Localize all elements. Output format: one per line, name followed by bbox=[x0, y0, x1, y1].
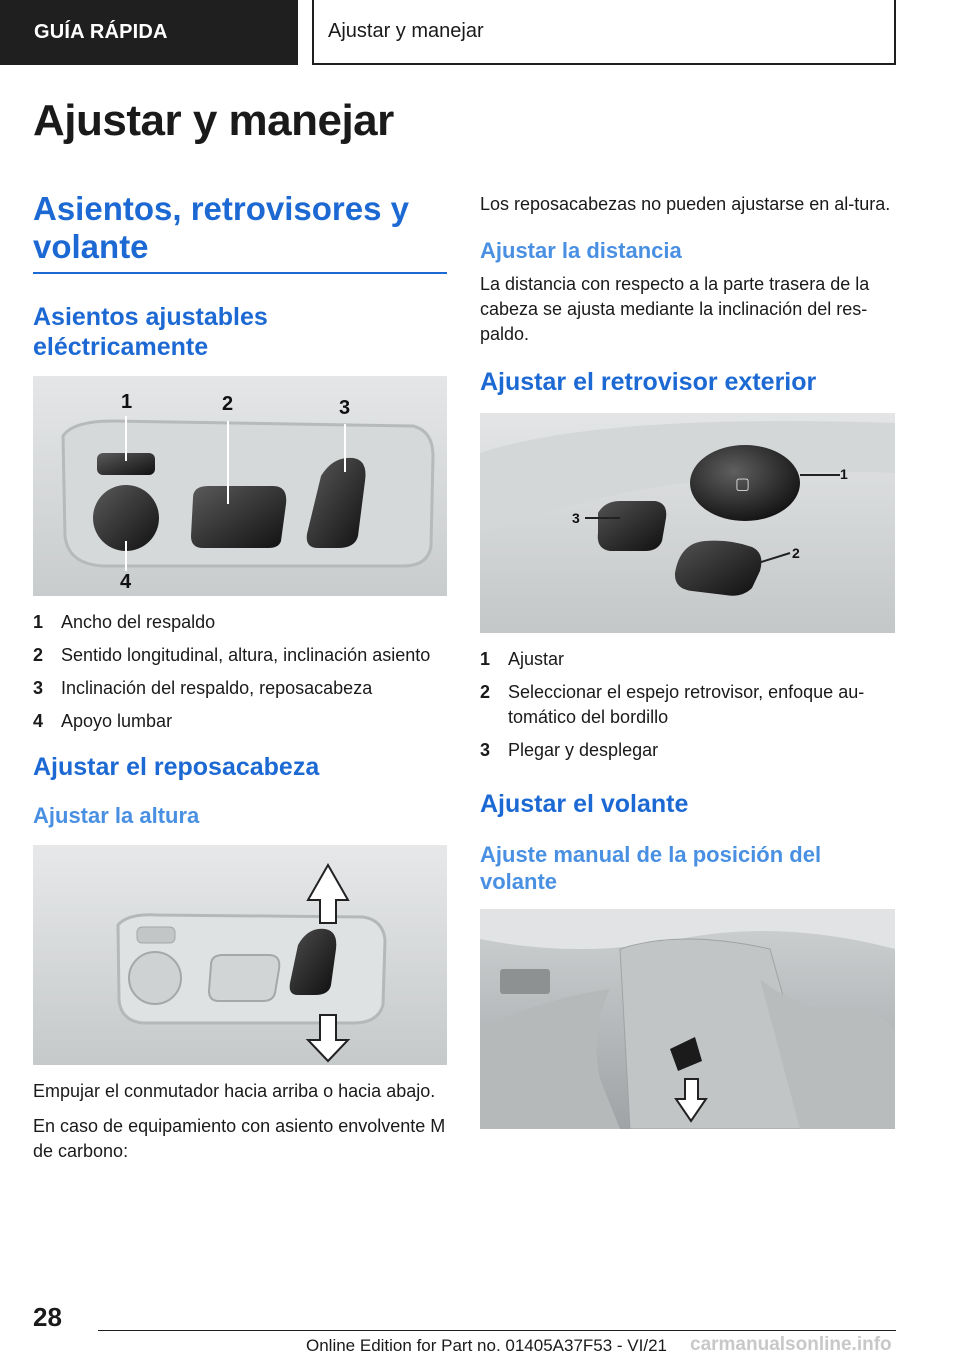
left-column bbox=[33, 190, 447, 1164]
list-item bbox=[480, 647, 895, 672]
svg-text:▢: ▢ bbox=[735, 474, 751, 493]
legend-text: Apoyo lumbar bbox=[61, 711, 173, 731]
legend-num: 2 bbox=[480, 682, 491, 702]
seat-controls-figure bbox=[33, 376, 447, 596]
distance-paragraph: La distancia con respecto a la parte trasera de la cabeza se ajusta mediante la inclinación del res-paldo. bbox=[480, 274, 870, 344]
header-section-box bbox=[312, 0, 896, 65]
wheel-title: Ajustar el volante bbox=[480, 790, 689, 818]
list-item bbox=[480, 680, 895, 730]
figure-label-4: 4 bbox=[120, 571, 132, 593]
legend-text: Ancho del respaldo bbox=[61, 612, 216, 632]
footer-divider bbox=[98, 1330, 896, 1331]
headrest-paragraph: Los reposacabezas no pueden ajustarse en al-tura. bbox=[480, 194, 891, 214]
list-item bbox=[33, 643, 447, 668]
legend-text: Seleccionar el espejo retrovisor, enfoque au-tomático del bordillo bbox=[508, 682, 865, 727]
headrest-height-figure bbox=[33, 845, 447, 1065]
carbon-paragraph: En caso de equipamiento con asiento envolvente M de carbono: bbox=[33, 1116, 446, 1161]
legend-num: 2 bbox=[33, 645, 44, 665]
header-section-label: Ajustar y manejar bbox=[328, 20, 484, 42]
wheel-manual-title: Ajuste manual de la posición del volante bbox=[480, 842, 822, 894]
list-item bbox=[33, 610, 447, 635]
header-tab bbox=[0, 0, 298, 65]
seat-legend bbox=[33, 610, 447, 734]
figure-label-1: 1 bbox=[121, 391, 133, 413]
legend-num: 4 bbox=[33, 711, 44, 731]
watermark: carmanualsonline.info bbox=[690, 1334, 892, 1355]
list-item bbox=[33, 709, 447, 734]
legend-text: Plegar y desplegar bbox=[508, 740, 659, 760]
right-column bbox=[480, 192, 895, 1129]
mirror-controls-illustration bbox=[480, 413, 895, 633]
legend-num: 1 bbox=[480, 649, 491, 669]
figure-label-2: 2 bbox=[792, 545, 800, 561]
header-tab-label: GUÍA RÁPIDA bbox=[34, 21, 168, 43]
figure-label-3: 3 bbox=[339, 397, 351, 419]
figure-label-2: 2 bbox=[222, 393, 234, 415]
legend-num: 1 bbox=[33, 612, 44, 632]
mirror-controls-figure bbox=[480, 413, 895, 633]
mirror-legend bbox=[480, 647, 895, 763]
page-title: Ajustar y manejar bbox=[33, 96, 394, 145]
steering-column-illustration bbox=[480, 909, 895, 1129]
legend-text: Inclinación del respaldo, reposacabeza bbox=[61, 678, 373, 698]
mirror-title: Ajustar el retrovisor exterior bbox=[480, 368, 817, 396]
edition-text: Online Edition for Part no. 01405A37F53 - VI/21 bbox=[306, 1336, 668, 1355]
headrest-title: Ajustar el reposacabeza bbox=[33, 753, 320, 781]
headrest-switch-illustration bbox=[33, 845, 447, 1065]
list-item bbox=[480, 738, 895, 763]
figure-label-3: 3 bbox=[572, 510, 580, 526]
legend-num: 3 bbox=[33, 678, 44, 698]
legend-text: Sentido longitudinal, altura, inclinación asiento bbox=[61, 645, 431, 665]
legend-num: 3 bbox=[480, 740, 491, 760]
seat-controls-illustration bbox=[33, 376, 447, 596]
legend-text: Ajustar bbox=[508, 649, 565, 669]
height-title: Ajustar la altura bbox=[33, 803, 200, 828]
section-title: Asientos, retrovisores y volante bbox=[33, 190, 447, 274]
figure-label-1: 1 bbox=[840, 466, 848, 482]
height-paragraph: Empujar el conmutador hacia arriba o hacia abajo. bbox=[33, 1081, 436, 1101]
steering-wheel-figure bbox=[480, 909, 895, 1129]
page-number: 28 bbox=[33, 1302, 62, 1332]
list-item bbox=[33, 676, 447, 701]
seats-title: Asientos ajustables eléctricamente bbox=[33, 303, 268, 361]
distance-title: Ajustar la distancia bbox=[480, 238, 682, 263]
